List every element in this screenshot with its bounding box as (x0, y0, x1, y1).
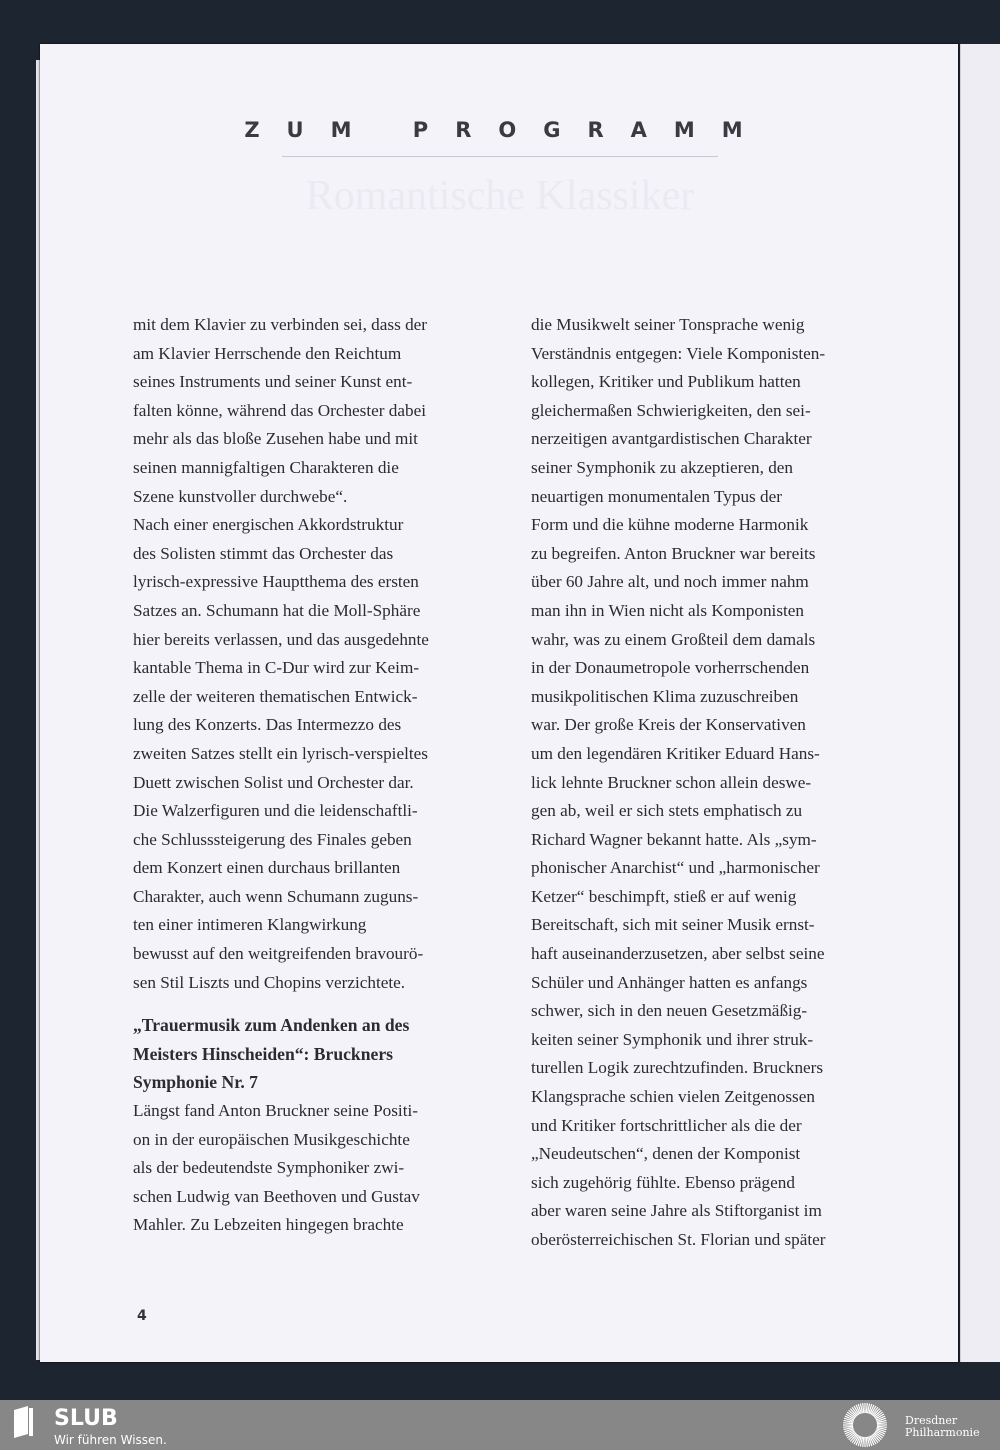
text-line: kantable Thema in C-Dur wird zur Keim- (133, 658, 420, 678)
slub-book-icon (12, 1406, 34, 1438)
philharmonie-sun-logo-icon (842, 1402, 888, 1448)
text-line: seiner Symphonik zu akzeptieren, den (531, 457, 794, 477)
right-column (531, 311, 891, 1255)
text-line: Szene kunstvoller durchwebe“. (133, 486, 348, 506)
sun-ray (866, 1403, 867, 1413)
text-line: schwer, sich in den neuen Gesetzmäßig- (531, 1001, 808, 1021)
text-line: nerzeitigen avantgardistischen Charakter (531, 429, 812, 449)
partner-name-line2: Philharmonie (905, 1426, 980, 1439)
slub-tagline: Wir führen Wissen. (54, 1433, 167, 1447)
text-line: Nach einer energischen Akkordstruktur (133, 515, 404, 535)
text-line: aber waren seine Jahre als Stiftorganist im (531, 1201, 822, 1221)
left-column (133, 311, 493, 1240)
text-line: Duett zwischen Solist und Orchester dar. (133, 772, 414, 792)
text-line: und Kritiker fortschrittlicher als die der (531, 1115, 802, 1135)
text-line: lyrisch-expressive Hauptthema des ersten (133, 572, 419, 592)
text-line: phonischer Anarchist“ und „harmonischer (531, 858, 820, 878)
sun-ray (863, 1437, 864, 1447)
text-line: um den legendären Kritiker Eduard Hans- (531, 743, 820, 763)
text-line: zu begreifen. Anton Bruckner war bereits (531, 543, 816, 563)
text-line: sen Stil Liszts und Chopins verzichtete. (133, 972, 406, 992)
text-line: ten einer intimeren Klangwirkung (133, 915, 367, 935)
text-line: dem Konzert einen durchaus brillanten (133, 858, 401, 878)
text-line: Klangsprache schien vielen Zeitgenossen (531, 1087, 815, 1107)
paragraph-gap (133, 997, 493, 1011)
text-line: haft auseinanderzusetzen, aber selbst seine (531, 944, 825, 964)
text-line: Charakter, auch wenn Schumann zuguns- (133, 886, 419, 906)
partner-name-line1: Dresdner (905, 1414, 958, 1427)
text-line: in der Donaumetropole vorherrschenden (531, 658, 810, 678)
text-line: Form und die kühne moderne Harmonik (531, 515, 809, 535)
text-line: hier bereits verlassen, und das ausgedehnte (133, 629, 429, 649)
slub-logo-text: SLUB (54, 1406, 118, 1431)
text-line: am Klavier Herrschende den Reichtum (133, 343, 402, 363)
text-line: Richard Wagner bekannt hatte. Als „sym- (531, 829, 817, 849)
section-heading-line: „Trauermusik zum Andenken an des (133, 1015, 410, 1036)
text-line: sich zugehörig fühlte. Ebenso prägend (531, 1172, 795, 1192)
section-header: ZUM PROGRAMM (244, 118, 770, 142)
footer-bar (0, 1400, 1000, 1450)
text-line: zweiten Satzes stellt ein lyrisch-verspieltes (133, 743, 428, 763)
text-line: neuartigen monumentalen Typus der (531, 486, 782, 506)
text-line: über 60 Jahre alt, und noch immer nahm (531, 572, 809, 592)
text-line: on in der europäischen Musikgeschichte (133, 1129, 410, 1149)
sun-ray (863, 1403, 864, 1413)
sun-ray (877, 1426, 887, 1427)
text-line: Schüler und Anhänger hatten es anfangs (531, 972, 808, 992)
text-line: oberösterreichischen St. Florian und später (531, 1230, 826, 1249)
text-line: kollegen, Kritiker und Publikum hatten (531, 372, 801, 392)
text-line: Satzes an. Schumann hat die Moll-Sphäre (133, 600, 421, 620)
showthrough-text: Romantische Klassiker (305, 173, 695, 219)
header-rule (282, 156, 718, 157)
text-line: wahr, was zu einem Großteil dem damals (531, 629, 816, 649)
sun-ray (877, 1423, 887, 1424)
text-line: lick lehnte Bruckner schon allein deswe- (531, 772, 812, 792)
page-number: 4 (137, 1308, 147, 1324)
text-line: als der bedeutendste Symphoniker zwi- (133, 1158, 405, 1178)
text-line: des Solisten stimmt das Orchester das (133, 543, 394, 563)
section-heading-line: Symphonie Nr. 7 (133, 1072, 258, 1093)
adjacent-page (960, 44, 1000, 1362)
text-line: zelle der weiteren thematischen Entwick- (133, 686, 418, 706)
text-line: Bereitschaft, sich mit seiner Musik ernst- (531, 915, 815, 935)
text-line: Längst fand Anton Bruckner seine Positi- (133, 1101, 418, 1121)
text-line: musikpolitischen Klima zuzuschreiben (531, 686, 799, 706)
text-line: war. Der große Kreis der Konservativen (531, 715, 806, 735)
sun-ray (843, 1423, 853, 1424)
text-line: man ihn in Wien nicht als Komponisten (531, 600, 805, 620)
text-line: Die Walzerfiguren und die leidenschaftli- (133, 801, 418, 821)
section-heading-line: Meisters Hinscheiden“: Bruckners (133, 1043, 393, 1064)
text-line: Mahler. Zu Lebzeiten hingegen brachte (133, 1215, 404, 1235)
text-line: seinen mannigfaltigen Charakteren die (133, 457, 399, 477)
text-line: seines Instruments und seiner Kunst ent- (133, 372, 413, 392)
text-line: lung des Konzerts. Das Intermezzo des (133, 715, 402, 735)
text-line: turellen Logik zurechtzufinden. Bruckners (531, 1058, 824, 1078)
text-line: gen ab, weil er sich stets emphatisch zu (531, 801, 803, 821)
text-line: mehr als das bloße Zusehen habe und mit (133, 429, 418, 449)
sun-ray (843, 1426, 853, 1427)
text-line: gleichermaßen Schwierigkeiten, den sei- (531, 400, 811, 420)
text-line: die Musikwelt seiner Tonsprache wenig (531, 315, 805, 334)
text-line: che Schlusssteigerung des Finales geben (133, 829, 412, 849)
text-line: bewusst auf den weitgreifenden bravourö- (133, 944, 424, 964)
sun-ray (866, 1437, 867, 1447)
text-line: Ketzer“ beschimpft, stieß er auf wenig (531, 886, 797, 906)
partner-logo-text (905, 1415, 980, 1439)
text-line: schen Ludwig van Beethoven und Gustav (133, 1186, 420, 1206)
text-line: mit dem Klavier zu verbinden sei, dass der (133, 315, 428, 334)
text-line: falten könne, während das Orchester dabei (133, 400, 427, 420)
text-line: Verständnis entgegen: Viele Komponisten- (531, 343, 826, 363)
text-line: keiten seiner Symphonik und ihrer struk- (531, 1029, 814, 1049)
text-line: „Neudeutschen“, denen der Komponist (531, 1144, 801, 1164)
